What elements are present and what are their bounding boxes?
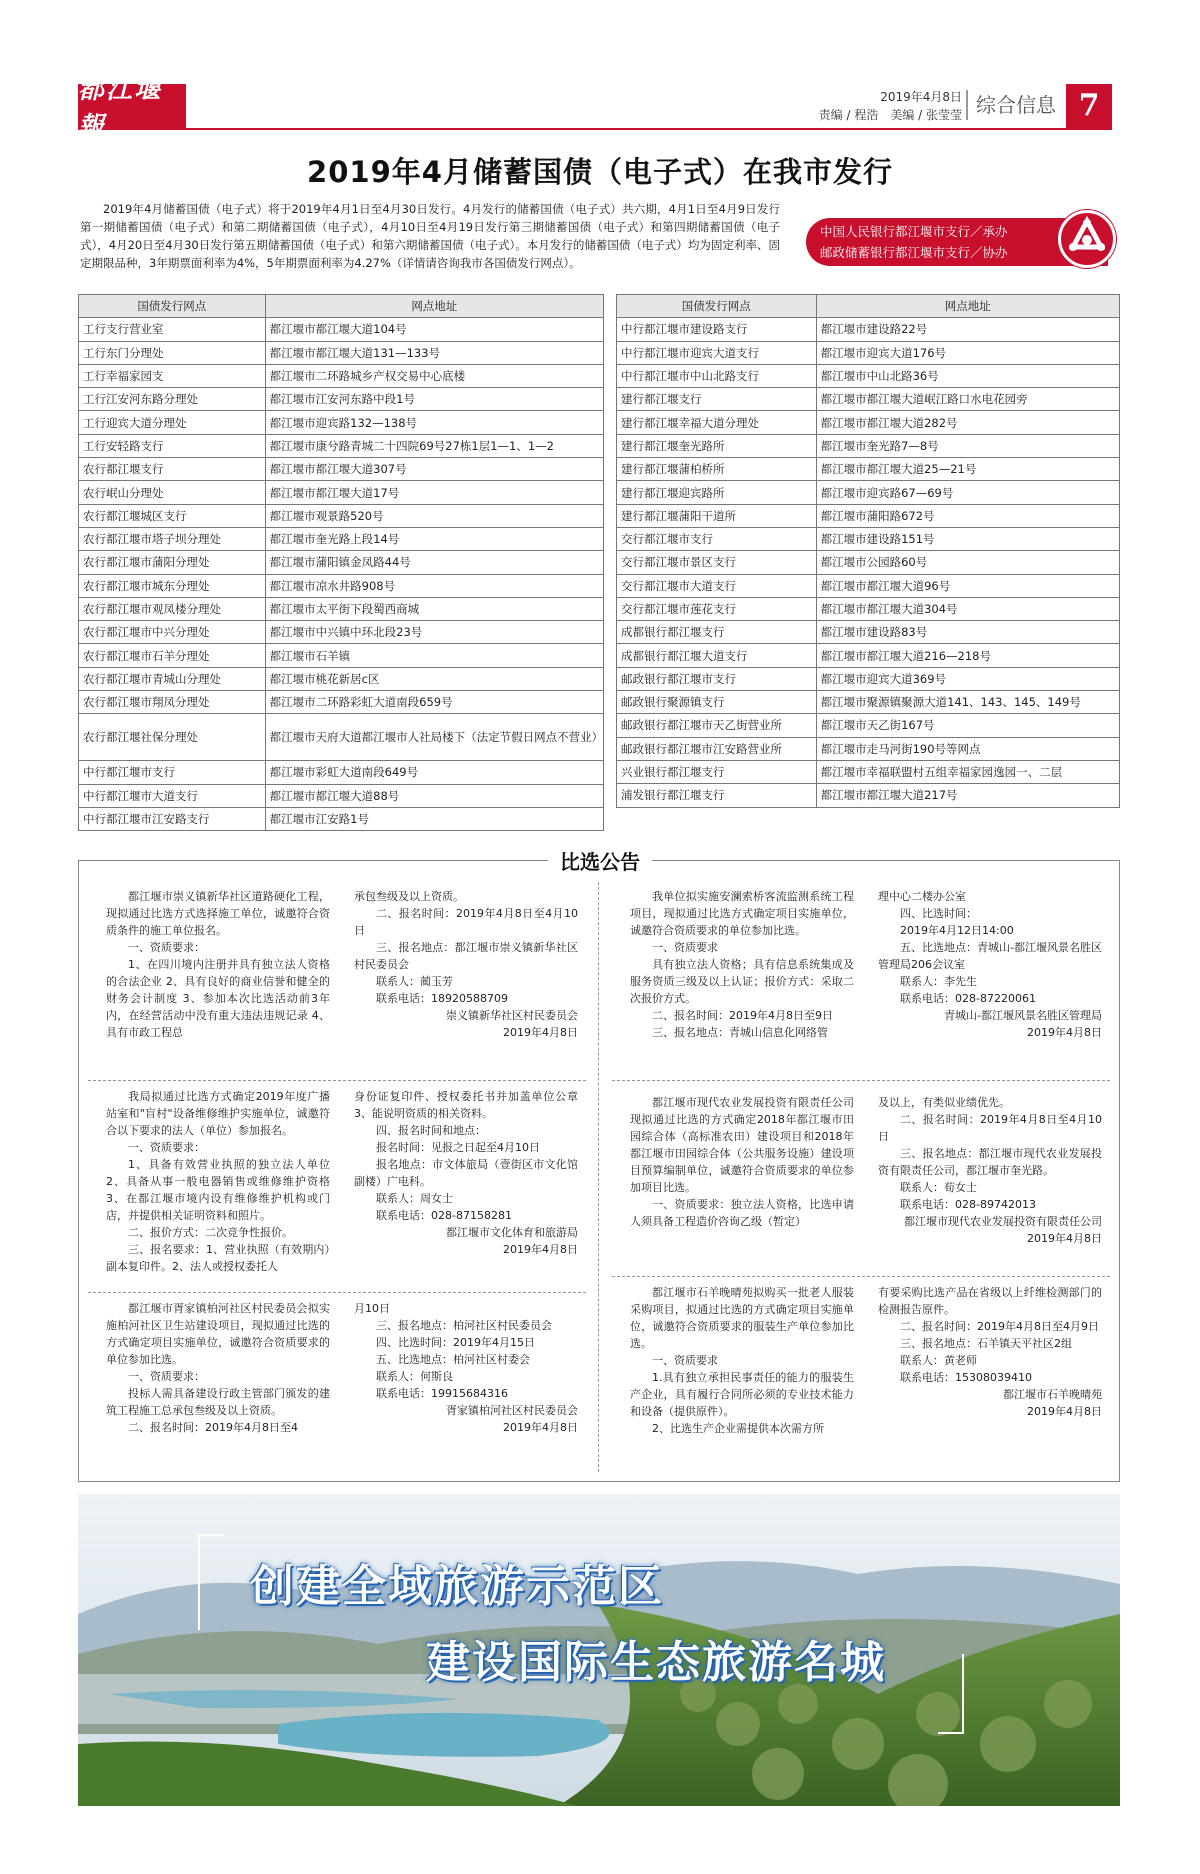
- outlet-address-cell: 都江堰市都江堰大道17号: [265, 481, 603, 504]
- notice-line: 联系人：蔺玉芳: [376, 975, 453, 988]
- outlet-name-cell: 农行都江堰市青城山分理处: [79, 667, 266, 690]
- tourism-banner: [78, 1494, 1120, 1806]
- outlet-address-cell: 都江堰市都江堰大道96号: [816, 574, 1119, 597]
- notice-line: 一、资质要求：: [128, 1141, 205, 1154]
- notice-line: 联系电话：028-87158281: [376, 1209, 512, 1222]
- column-divider: [598, 882, 599, 1472]
- outlet-address-cell: 都江堰市迎宾路67—69号: [816, 481, 1119, 504]
- notice-line: 联系电话：18920588709: [376, 992, 508, 1005]
- notice-col: [106, 1088, 330, 1275]
- table-row: [617, 574, 1120, 597]
- notice-col: [106, 1300, 330, 1436]
- notice-line: 1、具备有效营业执照的独立法人单位 2、具备从事一般电器销售或维修维护资格 3、在都江堰市境内设有维修维护机构或门店，并提供相关证明资料和照片。: [106, 1158, 330, 1222]
- outlet-address-cell: 都江堰市都江堰大道104号: [265, 318, 603, 341]
- outlet-name-cell: 建行都江堰奎光路所: [617, 434, 817, 457]
- outlet-address-cell: 都江堰市都江堰大道25—21号: [816, 458, 1119, 481]
- bond-outlet-table-right: [616, 294, 1120, 808]
- outlet-address-cell: 都江堰市都江堰大道216—218号: [816, 644, 1119, 667]
- section-name: 综合信息: [966, 90, 1056, 120]
- slogan-line-1: 创建全域旅游示范区: [250, 1561, 664, 1612]
- notice-line: 我单位拟实施安澜索桥客流监测系统工程项目，现拟通过比选方式确定项目实施单位，诚邀符合资质要求的单位参加比选。: [630, 890, 854, 937]
- outlet-name-cell: 农行都江堰市蒲阳分理处: [79, 551, 266, 574]
- notice-col: [630, 1094, 854, 1230]
- notice-line: 五、比选地点：柏河社区村委会: [376, 1353, 530, 1366]
- notice-col: [106, 888, 330, 1041]
- outlet-address-cell: 都江堰市迎宾大道176号: [816, 341, 1119, 364]
- outlet-address-cell: 都江堰市蒲阳镇金凤路44号: [265, 551, 603, 574]
- article-intro: 2019年4月储蓄国债（电子式）将于2019年4月1日至4月30日发行。4月发行的储蓄国债（电子式）共六期，4月1日至4月9日发行第一期储蓄国债（电子式）和第二期储蓄国债（电子式），4月10日至4月19日发行第三期储蓄国债（电子式）和第四期储蓄国债（电子式），4月20日至4月30日发行第五期储蓄国债（电子式）和第六期储蓄国债（电子式）。本月发行的储蓄国债（电子式）均为固定利率、固定期限品种，3年期票面利率为4%，5年期票面利率为4.27%（详情请咨询我市各国债发行网点）。: [80, 202, 780, 270]
- notice-line: 五、比选地点：青城山-都江堰风景名胜区管理局206会议室: [878, 941, 1102, 971]
- outlet-address-cell: 都江堰市中兴镇中环北段23号: [265, 621, 603, 644]
- notice-line: 有要采购比选产品在省级以上纤维检测部门的检测报告原件。: [878, 1286, 1102, 1316]
- table-row: [617, 527, 1120, 550]
- header-outlet: 国债发行网点: [617, 295, 817, 318]
- notice-line: 联系人：荀女士: [900, 1181, 977, 1194]
- notice-line: 月10日: [354, 1302, 390, 1315]
- notice-line: 都江堰市石羊晚晴苑: [1003, 1388, 1102, 1401]
- table-row: [79, 761, 604, 784]
- outlet-name-cell: 农行都江堰市中兴分理处: [79, 621, 266, 644]
- slogan-line-2: 建设国际生态旅游名城: [426, 1637, 886, 1688]
- notice-line: 及以上，有类似业绩优先。: [878, 1096, 1010, 1109]
- notice-line: 报名时间：见报之日起至4月10日: [376, 1141, 540, 1154]
- table-row: [617, 621, 1120, 644]
- notice-line: 理中心二楼办公室: [878, 890, 966, 903]
- table-row: [617, 691, 1120, 714]
- table-row: [79, 667, 604, 690]
- outlet-name-cell: 工行东门分理处: [79, 341, 266, 364]
- notice-line: 二、报价方式：二次竞争性报价。: [128, 1226, 293, 1239]
- outlet-address-cell: 都江堰市聚源镇聚源大道141、143、145、149号: [816, 691, 1119, 714]
- table-row: [79, 318, 604, 341]
- header-address: 网点地址: [816, 295, 1119, 318]
- organizer-host: 中国人民银行都江堰市支行／承办: [820, 224, 1008, 239]
- notice-line: 都江堰市胥家镇柏河社区村民委员会拟实施柏河社区卫生站建设项目，现拟通过比选的方式确定项目实施单位，诚邀符合资质要求的单位参加比选。: [106, 1302, 330, 1366]
- notice-line: 一、资质要求: [652, 941, 718, 954]
- outlet-address-cell: 都江堰市江安路1号: [265, 807, 603, 830]
- table-row: [617, 388, 1120, 411]
- notice-line: 三、报名地点：都江堰市崇义镇新华社区村民委员会: [354, 941, 578, 971]
- notice-line: 我局拟通过比选方式确定2019年度广播站室和"盲村"设备维修维护实施单位，诚邀符合以下要求的法人（单位）参加报名。: [106, 1090, 330, 1137]
- organizer-co: 邮政储蓄银行都江堰市支行／协办: [820, 245, 1008, 260]
- outlet-address-cell: 都江堰市迎宾大道369号: [816, 667, 1119, 690]
- outlet-name-cell: 建行都江堰迎宾路所: [617, 481, 817, 504]
- outlet-name-cell: 建行都江堰支行: [617, 388, 817, 411]
- table-row: [79, 551, 604, 574]
- outlet-address-cell: 都江堰市都江堰大道217号: [816, 784, 1119, 807]
- notice-line: 一、资质要求: [652, 1354, 718, 1367]
- outlet-name-cell: 农行岷山分理处: [79, 481, 266, 504]
- table-row: [79, 364, 604, 387]
- outlet-name-cell: 工行安轻路支行: [79, 434, 266, 457]
- outlet-address-cell: 都江堰市中山北路36号: [816, 364, 1119, 387]
- table-row: [79, 458, 604, 481]
- table-row: [617, 434, 1120, 457]
- outlet-name-cell: 交行都江堰市大道支行: [617, 574, 817, 597]
- outlet-name-cell: 农行都江堰市石羊分理处: [79, 644, 266, 667]
- outlet-address-cell: 都江堰市彩虹大道南段649号: [265, 761, 603, 784]
- table-row: [617, 458, 1120, 481]
- outlet-address-cell: 都江堰市都江堰大道307号: [265, 458, 603, 481]
- outlet-address-cell: 都江堰市江安河东路中段1号: [265, 388, 603, 411]
- outlet-name-cell: 交行都江堰市支行: [617, 527, 817, 550]
- page-number: 7: [1066, 84, 1112, 128]
- notice-line: 2019年4月8日: [1027, 1232, 1102, 1245]
- table-header-row: [79, 295, 604, 318]
- outlet-name-cell: 邮政银行都江堰市支行: [617, 667, 817, 690]
- outlet-name-cell: 成都银行都江堰大道支行: [617, 644, 817, 667]
- notice-col: [878, 1284, 1102, 1420]
- notice-line: 三、报名地点：青城山信息化网络管: [652, 1026, 828, 1039]
- outlet-name-cell: 工行幸福家园支: [79, 364, 266, 387]
- logo-text: 都江堰報: [78, 75, 163, 142]
- outlet-address-cell: 都江堰市天府大道都江堰市人社局楼下（法定节假日网点不营业）: [265, 714, 603, 761]
- notice-line: 2019年4月8日: [1027, 1405, 1102, 1418]
- notice-line: 投标人需具备建设行政主管部门颁发的建筑工程施工总承包叁级及以上资质。: [106, 1387, 330, 1417]
- outlet-address-cell: 都江堰市都江堰大道304号: [816, 597, 1119, 620]
- header-outlet: 国债发行网点: [79, 295, 266, 318]
- outlet-name-cell: 农行都江堰市塔子坝分理处: [79, 527, 266, 550]
- notice-line: 三、报名地点：都江堰市现代农业发展投资有限责任公司，都江堰市奎光路。: [878, 1147, 1102, 1177]
- notice-line: 都江堰市文化体育和旅游局: [446, 1226, 578, 1239]
- notice-col: [354, 1088, 578, 1258]
- notice-line: 2019年4月8日: [1027, 1026, 1102, 1039]
- notice-line: 联系电话：19915684316: [376, 1387, 508, 1400]
- outlet-name-cell: 交行都江堰市景区支行: [617, 551, 817, 574]
- table-row: [79, 388, 604, 411]
- notice-col: [630, 888, 854, 1041]
- decorative-bracket: [938, 1654, 964, 1734]
- notice-line: 联系人：周女士: [376, 1192, 453, 1205]
- notice-col: [630, 1284, 854, 1437]
- notice-line: 三、报名要求：1、营业执照（有效期内）副本复印件。2、法人或授权委托人: [106, 1243, 330, 1273]
- outlet-name-cell: 邮政银行都江堰市天乙街营业所: [617, 714, 817, 737]
- table-row: [617, 411, 1120, 434]
- table-row: [79, 527, 604, 550]
- notice-divider: [88, 1292, 586, 1293]
- outlet-name-cell: 农行都江堰市翔凤分理处: [79, 691, 266, 714]
- outlet-address-cell: 都江堰市桃花新居c区: [265, 667, 603, 690]
- table-row: [79, 341, 604, 364]
- outlet-address-cell: 都江堰市奎光路7—8号: [816, 434, 1119, 457]
- table-row: [79, 434, 604, 457]
- notice-line: 一、资质要求：: [128, 941, 205, 954]
- outlet-address-cell: 都江堰市二环路城乡产权交易中心底楼: [265, 364, 603, 387]
- table-row: [617, 481, 1120, 504]
- outlet-name-cell: 农行都江堰社保分理处: [79, 714, 266, 761]
- notice-line: 一、资质要求：独立法人资格，比选申请人须具备工程造价咨询乙级（暂定）: [630, 1198, 854, 1228]
- outlet-name-cell: 农行都江堰城区支行: [79, 504, 266, 527]
- notice-line: 崇义镇新华社区村民委员会: [446, 1009, 578, 1022]
- outlet-name-cell: 农行都江堰市城东分理处: [79, 574, 266, 597]
- table-row: [617, 597, 1120, 620]
- table-row: [79, 481, 604, 504]
- outlet-name-cell: 中行都江堰市大道支行: [79, 784, 266, 807]
- outlet-name-cell: 中行都江堰市江安路支行: [79, 807, 266, 830]
- table-row: [617, 504, 1120, 527]
- notice-line: 2、比选生产企业需提供本次需方所: [652, 1422, 824, 1435]
- outlet-name-cell: 中行都江堰市建设路支行: [617, 318, 817, 341]
- issue-date: 2019年4月8日: [880, 90, 962, 104]
- table-row: [617, 341, 1120, 364]
- table-row: [79, 691, 604, 714]
- outlet-name-cell: 中行都江堰市支行: [79, 761, 266, 784]
- outlet-name-cell: 浦发银行都江堰支行: [617, 784, 817, 807]
- notice-line: 四、比选时间：: [900, 907, 977, 920]
- table-row: [617, 667, 1120, 690]
- table-row: [617, 551, 1120, 574]
- table-row: [79, 411, 604, 434]
- notice-line: 具有独立法人资格；具有信息系统集成及服务资质三级及以上认证；报价方式：采取二次报价方式。: [630, 958, 854, 1005]
- notice-line: 三、报名地点：柏河社区村民委员会: [376, 1319, 552, 1332]
- table-body: [79, 318, 604, 831]
- outlet-address-cell: 都江堰市公园路60号: [816, 551, 1119, 574]
- outlet-name-cell: 成都银行都江堰支行: [617, 621, 817, 644]
- outlet-name-cell: 工行迎宾大道分理处: [79, 411, 266, 434]
- outlet-address-cell: 都江堰市建设路22号: [816, 318, 1119, 341]
- outlet-address-cell: 都江堰市奎光路上段14号: [265, 527, 603, 550]
- notice-line: 联系电话：028-89742013: [900, 1198, 1036, 1211]
- outlet-name-cell: 建行都江堰蒲柏桥所: [617, 458, 817, 481]
- notice-line: 二、报名时间：2019年4月8日至4月9日: [900, 1320, 1099, 1333]
- outlet-address-cell: 都江堰市建设路83号: [816, 621, 1119, 644]
- table-row: [79, 574, 604, 597]
- bond-outlet-table-left: [78, 294, 604, 831]
- notice-line: 1、在四川境内注册并具有独立法人资格的合法企业 2、具有良好的商业信誉和健全的财务会计制度 3、参加本次比选活动前3年内，在经营活动中没有重大违法违规记录 4、具有市政工程总: [106, 958, 330, 1039]
- outlet-name-cell: 中行都江堰市迎宾大道支行: [617, 341, 817, 364]
- article-headline: 2019年4月储蓄国债（电子式）在我市发行: [307, 155, 893, 189]
- table-row: [617, 644, 1120, 667]
- outlet-name-cell: 邮政银行都江堰市江安路营业所: [617, 737, 817, 760]
- outlet-address-cell: 都江堰市凉水井路908号: [265, 574, 603, 597]
- table-row: [617, 318, 1120, 341]
- outlet-address-cell: 都江堰市天乙街167号: [816, 714, 1119, 737]
- table-row: [617, 364, 1120, 387]
- table-row: [617, 714, 1120, 737]
- table-row: [79, 504, 604, 527]
- notice-line: 二、报名时间：2019年4月8日至9日: [652, 1009, 833, 1022]
- outlet-address-cell: 都江堰市都江堰大道131—133号: [265, 341, 603, 364]
- notice-col: [354, 1300, 578, 1436]
- table-row: [79, 784, 604, 807]
- notice-line: 一、资质要求：: [128, 1370, 205, 1383]
- outlet-address-cell: 都江堰市幸福联盟村五组幸福家园逸园一、二层: [816, 760, 1119, 783]
- outlet-address-cell: 都江堰市康兮路青城二十四院69号27栋1层1—1、1—2: [265, 434, 603, 457]
- notice-line: 2019年4月8日: [503, 1243, 578, 1256]
- notice-divider: [88, 1080, 586, 1081]
- outlet-address-cell: 都江堰市观景路520号: [265, 504, 603, 527]
- notice-line: 1.具有独立承担民事责任的能力的服装生产企业，具有履行合同所必须的专业技术能力和设备（提供原件）。: [630, 1371, 854, 1418]
- table-body: [617, 318, 1120, 807]
- table-row: [617, 737, 1120, 760]
- notice-line: 都江堰市现代农业发展投资有限责任公司: [904, 1215, 1102, 1228]
- notice-line: 2019年4月12日14:00: [900, 924, 1014, 937]
- outlet-name-cell: 工行江安河东路分理处: [79, 388, 266, 411]
- notice-line: 四、报名时间和地点：: [376, 1124, 486, 1137]
- notice-section-title: [0, 846, 1200, 875]
- table-row: [617, 784, 1120, 807]
- notice-divider: [612, 1080, 1110, 1081]
- outlet-address-cell: 都江堰市都江堰大道88号: [265, 784, 603, 807]
- bank-emblem-icon: [1058, 210, 1116, 268]
- outlet-name-cell: 交行都江堰市莲花支行: [617, 597, 817, 620]
- editors-credit: 责编 / 程浩 美编 / 张莹莹: [818, 108, 962, 122]
- masthead: [78, 75, 1112, 142]
- notice-line: 都江堰市石羊晚晴苑拟购买一批老人服装采购项目，拟通过比选的方式确定项目实施单位，诚邀符合资质要求的服装生产单位参加比选。: [630, 1286, 854, 1350]
- notice-col: [878, 888, 1102, 1041]
- notice-title-text: 比选公告: [548, 850, 652, 874]
- notice-divider: [612, 1276, 1110, 1277]
- outlet-address-cell: 都江堰市建设路151号: [816, 527, 1119, 550]
- notice-line: 二、报名时间：2019年4月8日至4月10日: [354, 907, 578, 937]
- outlet-address-cell: 都江堰市二环路彩虹大道南段659号: [265, 691, 603, 714]
- notice-line: 四、比选时间：2019年4月15日: [376, 1336, 535, 1349]
- issue-meta: [819, 88, 962, 124]
- notice-line: 2019年4月8日: [503, 1026, 578, 1039]
- notice-line: 身份证复印件、授权委托书并加盖单位公章 3、能说明资质的相关资料。: [354, 1090, 578, 1120]
- header-address: 网点地址: [265, 295, 603, 318]
- newspaper-logo: [78, 75, 186, 142]
- outlet-address-cell: 都江堰市迎宾路132—138号: [265, 411, 603, 434]
- table-row: [617, 760, 1120, 783]
- decorative-bracket: [198, 1534, 224, 1630]
- notice-line: 2019年4月8日: [503, 1421, 578, 1434]
- outlet-address-cell: 都江堰市都江堰大道282号: [816, 411, 1119, 434]
- outlet-name-cell: 中行都江堰市中山北路支行: [617, 364, 817, 387]
- table-row: [79, 597, 604, 620]
- table-row: [79, 807, 604, 830]
- outlet-name-cell: 邮政银行聚源镇支行: [617, 691, 817, 714]
- notice-line: 联系人：李先生: [900, 975, 977, 988]
- table-row: [79, 714, 604, 761]
- notice-line: 联系人：黄老师: [900, 1354, 977, 1367]
- notice-line: 联系电话：15308039410: [900, 1371, 1032, 1384]
- notice-line: 都江堰市崇义镇新华社区道路硬化工程，现拟通过比选方式选择施工单位，诚邀符合资质条件的施工单位报名。: [106, 890, 330, 937]
- notice-line: 承包叁级及以上资质。: [354, 890, 464, 903]
- table-row: [79, 621, 604, 644]
- outlet-name-cell: 建行都江堰蒲阳干道所: [617, 504, 817, 527]
- notice-line: 二、报名时间：2019年4月8日至4月10日: [878, 1113, 1102, 1143]
- outlet-name-cell: 建行都江堰幸福大道分理处: [617, 411, 817, 434]
- notice-col: [878, 1094, 1102, 1247]
- outlet-name-cell: 农行都江堰市观凤楼分理处: [79, 597, 266, 620]
- notice-line: 报名地点：市文体旅局（壹街区市文化馆副楼）广电科。: [354, 1158, 578, 1188]
- outlet-name-cell: 农行都江堰支行: [79, 458, 266, 481]
- notice-line: 都江堰市现代农业发展投资有限责任公司现拟通过比选的方式确定2018年都江堰市田园综合体（高标准农田）建设项目和2018年都江堰市田园综合体（公共服务设施）建设项目预算编制单位，诚邀符合资质要求的单位参加项目比选。: [630, 1096, 854, 1194]
- notice-line: 青城山-都江堰风景名胜区管理局: [944, 1009, 1102, 1022]
- outlet-address-cell: 都江堰市都江堰大道岷江路口水电花园旁: [816, 388, 1119, 411]
- notice-line: 三、报名地点：石羊镇天平社区2组: [900, 1337, 1072, 1350]
- notice-line: 联系电话：028-87220061: [900, 992, 1036, 1005]
- table-header-row: [617, 295, 1120, 318]
- outlet-address-cell: 都江堰市太平街下段蜀西商城: [265, 597, 603, 620]
- notice-line: 二、报名时间：2019年4月8日至4: [128, 1421, 298, 1434]
- outlet-name-cell: 工行支行营业室: [79, 318, 266, 341]
- outlet-address-cell: 都江堰市石羊镇: [265, 644, 603, 667]
- notice-line: 胥家镇柏河社区村民委员会: [446, 1404, 578, 1417]
- outlet-address-cell: 都江堰市蒲阳路672号: [816, 504, 1119, 527]
- outlet-name-cell: 兴业银行都江堰支行: [617, 760, 817, 783]
- notice-col: [354, 888, 578, 1041]
- notice-line: 联系人：何斯良: [376, 1370, 453, 1383]
- table-row: [79, 644, 604, 667]
- outlet-address-cell: 都江堰市走马河街190号等网点: [816, 737, 1119, 760]
